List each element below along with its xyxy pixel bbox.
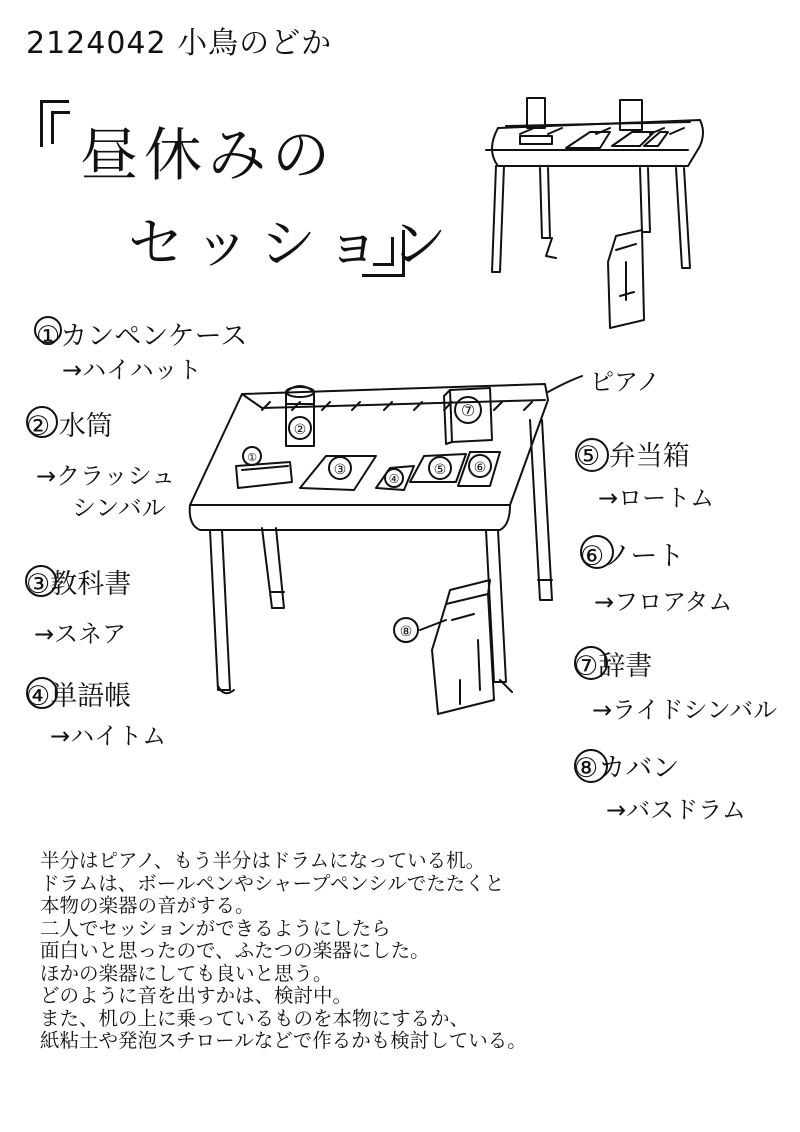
- item-2-arrow-cont: シンバル: [72, 494, 166, 522]
- item-5-arrow: →ロートム: [598, 484, 715, 512]
- description: [40, 850, 760, 1053]
- item-7-arrow: →ライドシンバル: [592, 696, 778, 724]
- item-4-arrow: →ハイトム: [50, 722, 167, 750]
- mark-4: ④: [388, 472, 400, 486]
- item-7-label: ⑦辞書: [574, 651, 653, 682]
- description-line: 紙粘土や発泡スチロールなどで作るかも検討している。: [40, 1029, 527, 1052]
- item-4-label: ④単語帳: [26, 681, 132, 712]
- description-line: 本物の楽器の音がする。: [40, 894, 255, 917]
- item-2-label: ② 水筒: [26, 411, 113, 442]
- mark-3: ③: [333, 462, 347, 478]
- description-line: ほかの楽器にしても良いと思う。: [40, 961, 333, 985]
- mark-7: ⑦: [460, 401, 476, 420]
- item-2-arrow: →クラッシュ: [36, 462, 176, 490]
- description-line: 面白いと思ったので、ふたつの楽器にした。: [40, 939, 430, 962]
- item-1-arrow: →ハイハット: [62, 356, 202, 384]
- item-1-label: ①カンペンケース: [36, 321, 248, 352]
- mark-6: ⑥: [473, 460, 487, 476]
- piano-label: ピアノ: [590, 368, 661, 396]
- item-6-label: ⑥ノート: [580, 541, 685, 572]
- item-3-label: ③教科書: [26, 569, 132, 600]
- description-line: また、机の上に乗っているものを本物にするか、: [40, 1006, 470, 1030]
- title-line-1: 昼休みの: [80, 121, 337, 189]
- description-line: ドラムは、ボールペンやシャープペンシルでたたくと: [40, 871, 505, 895]
- mark-1: ①: [247, 451, 257, 464]
- small-desk-sketch: [486, 98, 703, 328]
- item-8-arrow: →バスドラム: [606, 796, 746, 824]
- description-line: 半分はピアノ、もう半分はドラムになっている机。: [40, 849, 486, 872]
- item-3-arrow: →スネア: [34, 620, 127, 648]
- description-line: どのように音を出すかは、検討中。: [40, 984, 353, 1007]
- title-line-2: セッション: [128, 212, 457, 277]
- item-6-arrow: →フロアタム: [594, 588, 733, 616]
- item-5-label: ⑤ 弁当箱: [576, 441, 690, 472]
- student-id-name: 2124042 小鳥のどか: [26, 26, 333, 61]
- description-line: 二人でセッションができるようにしたら: [40, 916, 391, 940]
- item-8-label: ⑧カバン: [574, 753, 680, 784]
- mark-5: ⑤: [433, 462, 447, 478]
- mark-8: ⑧: [399, 624, 413, 640]
- mark-2: ②: [293, 422, 307, 438]
